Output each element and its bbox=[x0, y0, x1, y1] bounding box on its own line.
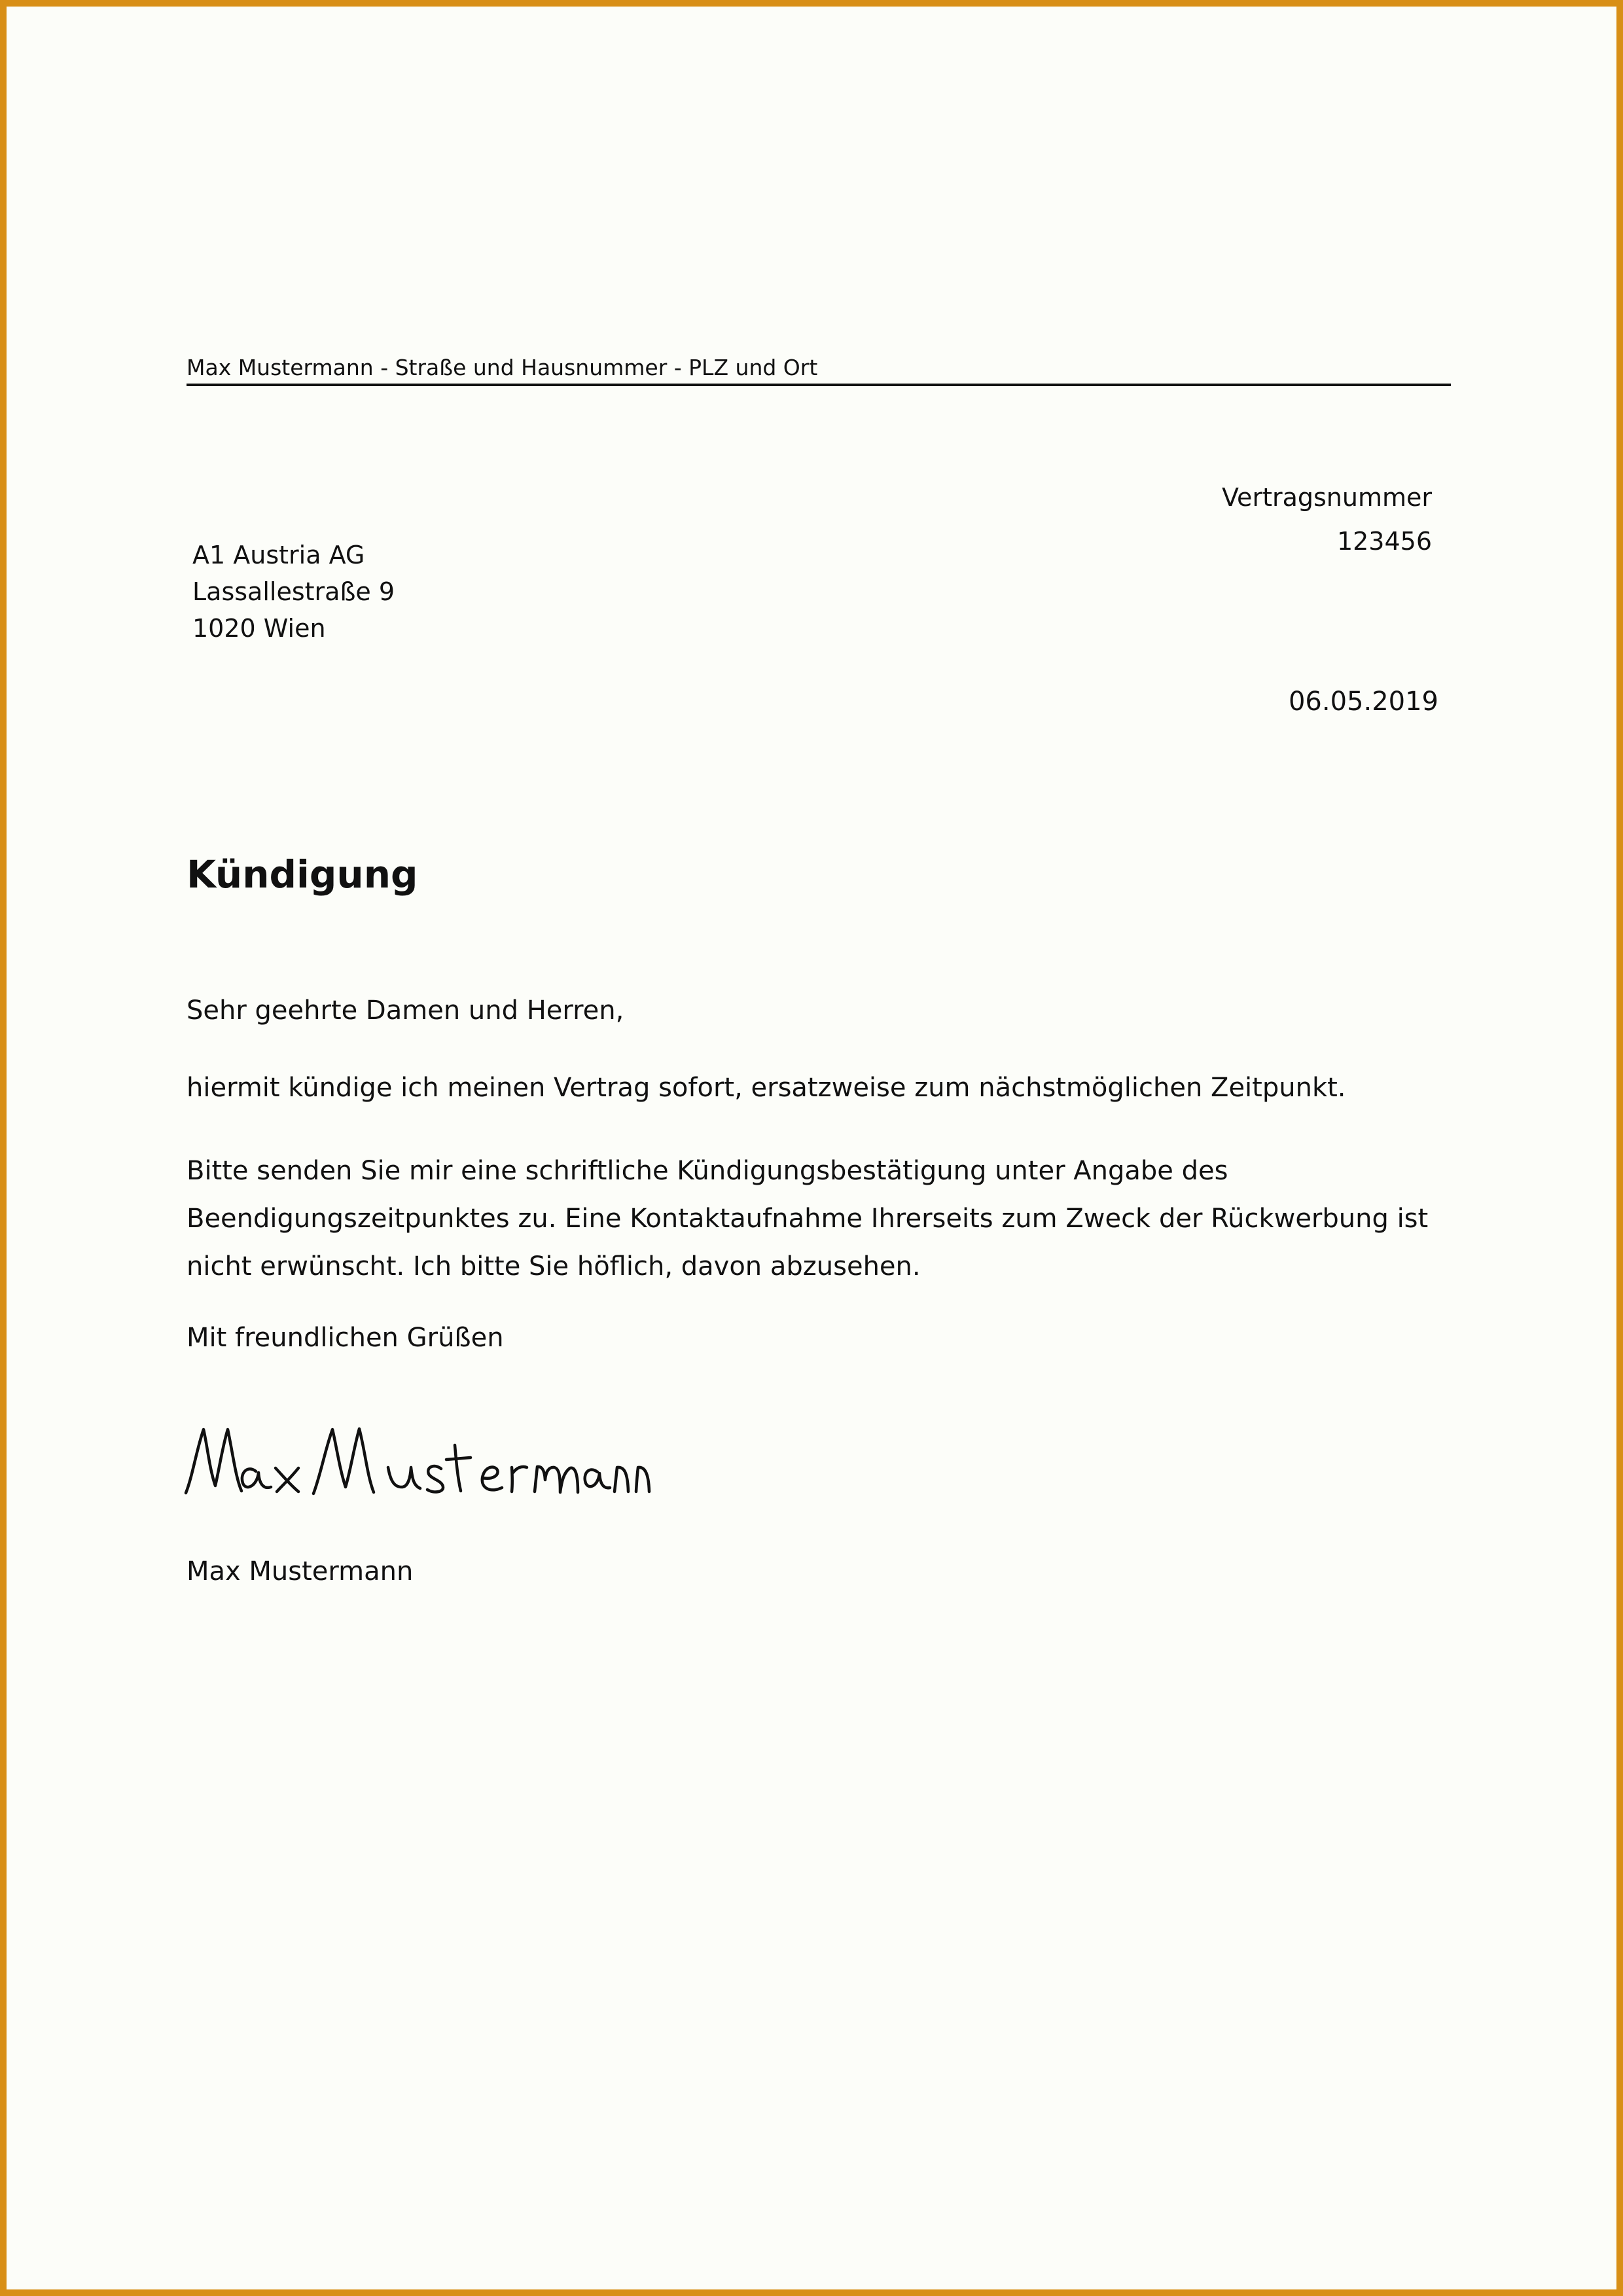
contract-number-value: 123456 bbox=[1336, 527, 1432, 556]
body-paragraph-1: hiermit kündige ich meinen Vertrag sofort, ersatzweise zum nächstmöglichen Zeitpunkt. bbox=[187, 1073, 1346, 1103]
body-paragraph-2: Bitte senden Sie mir eine schriftliche Kündigungsbestätigung unter Angabe des Beendigungszeitpunktes zu. Eine Kontaktaufnahme Ihrerseits zum Zweck der Rückwerbung ist nicht erwünscht. Ich bitte Sie höflich, davon abzusehen. bbox=[187, 1156, 1429, 1282]
closing-phrase: Mit freundlichen Grüßen bbox=[187, 1323, 504, 1353]
recipient-city: 1020 Wien bbox=[192, 614, 326, 643]
signer-name: Max Mustermann bbox=[187, 1556, 414, 1587]
sender-address-line: Max Mustermann - Straße und Hausnummer - PLZ und Ort bbox=[187, 355, 818, 380]
recipient-company: A1 Austria AG bbox=[192, 541, 365, 569]
contract-number-label: Vertragsnummer bbox=[1222, 483, 1432, 512]
sender-divider-line bbox=[187, 384, 1451, 386]
salutation: Sehr geehrte Damen und Herren, bbox=[187, 996, 624, 1026]
recipient-street: Lassallestraße 9 bbox=[192, 577, 395, 606]
letter-subject: Kündigung bbox=[187, 852, 418, 897]
letter-date: 06.05.2019 bbox=[1288, 687, 1438, 717]
handwritten-signature bbox=[178, 1418, 636, 1504]
recipient-address bbox=[192, 537, 395, 647]
